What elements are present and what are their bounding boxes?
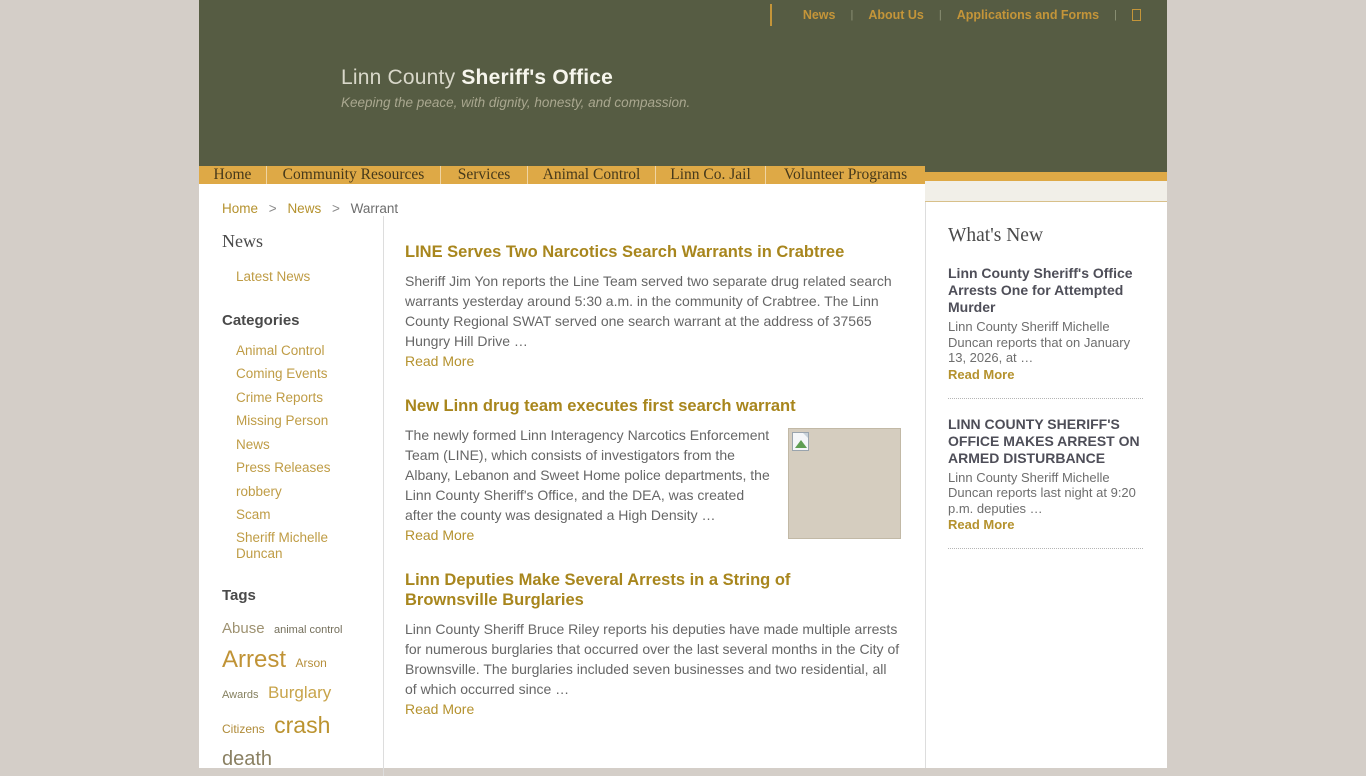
sidebar-tags-heading: Tags [222,586,256,604]
read-more-link[interactable]: Read More [405,701,475,717]
breadcrumb [199,184,925,216]
tag-cloud [222,614,357,776]
category-link-robbery[interactable]: robbery [236,483,282,499]
article-thumbnail-broken-image [788,428,901,539]
right-sidebar-gold-strip [925,172,1167,181]
topbar-separator: | [850,9,854,21]
square-outline-icon[interactable] [1132,9,1141,21]
site-title-regular: Linn County [341,66,456,89]
topbar-link-about-us[interactable]: About Us [868,8,924,22]
topbar-separator: | [1114,9,1117,21]
read-more-link[interactable]: Read More [948,366,1015,382]
site-title-bold: Sheriff's Office [461,66,614,89]
category-link-animal-control[interactable]: Animal Control [236,342,325,358]
tag-link-crash[interactable]: crash [274,711,331,738]
nav-item-linn-co-jail[interactable]: Linn Co. Jail [656,166,766,184]
article-item [405,396,901,545]
page-container [199,0,1167,768]
nav-item-animal-control[interactable]: Animal Control [528,166,656,184]
breadcrumb-separator: > [331,201,340,216]
nav-item-services[interactable]: Services [441,166,528,184]
tag-link-citizens[interactable]: Citizens [222,721,265,736]
utility-nav [770,4,1145,26]
site-logo [341,66,690,110]
topbar-divider [770,4,772,26]
tag-link-animal-control[interactable]: animal control [274,623,343,636]
category-link-coming-events[interactable]: Coming Events [236,366,328,381]
article-item [405,570,901,719]
site-tagline: Keeping the peace, with dignity, honesty, and compassion. [341,95,691,110]
article-item [405,242,901,371]
whats-new-title[interactable]: LINN COUNTY SHERIFF'S OFFICE MAKES ARREST ON ARMED DISTURBANCE [948,415,1140,466]
article-title[interactable]: New Linn drug team executes first search warrant [405,397,796,415]
dotted-divider [948,398,1143,399]
broken-image-icon [792,432,809,451]
nav-item-home[interactable]: Home [199,166,267,184]
category-link-crime-reports[interactable]: Crime Reports [236,389,324,405]
tag-link-awards[interactable]: Awards [222,688,259,701]
breadcrumb-separator: > [268,201,277,216]
dotted-divider [948,548,1143,549]
nav-item-community-resources[interactable]: Community Resources [267,166,441,184]
whats-new-item [948,416,1143,535]
tag-link-burglary[interactable]: Burglary [267,682,332,702]
tag-link-abuse[interactable]: Abuse [222,619,265,637]
topbar-link-news[interactable]: News [802,8,836,22]
article-list [384,216,925,776]
read-more-link[interactable]: Read More [405,527,475,543]
read-more-link[interactable]: Read More [405,353,475,369]
tag-link-death[interactable]: death [222,747,273,770]
left-sidebar [199,216,384,776]
right-sidebar-beige-strip [925,181,1167,202]
breadcrumb-home-link[interactable]: Home [222,201,259,216]
article-excerpt: Sheriff Jim Yon reports the Line Team served two separate drug related search warrants yesterday around 5:30 a.m. in the community of Crabtree. The Linn County Regional SWAT served one search warrant at the address of 37565 Hungry Hill Drive … [405,273,892,349]
sidebar-news-heading: News [222,231,263,251]
site-title [341,66,690,90]
topbar-separator: | [938,9,942,21]
main-nav [199,166,925,184]
breadcrumb-current: Warrant [350,201,399,216]
whats-new-excerpt: Linn County Sheriff Michelle Duncan reports last night at 9:20 p.m. deputies … [948,469,1136,516]
article-title[interactable]: Linn Deputies Make Several Arrests in a String of Brownsville Burglaries [405,571,791,609]
nav-item-volunteer-programs[interactable]: Volunteer Programs [783,166,908,183]
whats-new-excerpt: Linn County Sheriff Michelle Duncan reports that on January 13, 2026, at … [948,319,1131,365]
article-excerpt: The newly formed Linn Interagency Narcotics Enforcement Team (LINE), which consists of investigators from the Albany, Lebanon and Sweet Home police departments, the Linn County Sheriff's Office, and the DEA, was created after the county was designated a High Density … [405,427,770,523]
category-link-sheriff-michelle-duncan[interactable]: Sheriff Michelle Duncan [236,529,329,561]
whats-new-heading: What's New [948,225,1044,246]
tag-link-arrest[interactable]: Arrest [222,645,287,673]
read-more-link[interactable]: Read More [948,517,1015,532]
sidebar-link-latest-news[interactable]: Latest News [236,269,311,284]
category-link-scam[interactable]: Scam [236,507,271,522]
category-link-press-releases[interactable]: Press Releases [236,460,331,475]
topbar-link-applications-forms[interactable]: Applications and Forms [956,8,1100,22]
category-link-news[interactable]: News [236,436,270,452]
sidebar-categories-heading: Categories [222,311,300,329]
category-link-missing-person[interactable]: Missing Person [236,413,329,428]
tag-link-arson[interactable]: Arson [295,655,327,670]
breadcrumb-news-link[interactable]: News [287,201,322,216]
whats-new-title[interactable]: Linn County Sheriff's Office Arrests One for Attempted Murder [948,265,1133,315]
article-title[interactable]: LINE Serves Two Narcotics Search Warrants in Crabtree [405,243,845,261]
whats-new-item [948,265,1143,384]
right-sidebar [925,166,1167,768]
site-header [199,0,1167,166]
article-excerpt: Linn County Sheriff Bruce Riley reports his deputies have made multiple arrests for numerous burglaries that occurred over the last several months in the City of Brownsville. The burglaries included seven businesses and two residential, all of which occurred since … [405,621,900,697]
